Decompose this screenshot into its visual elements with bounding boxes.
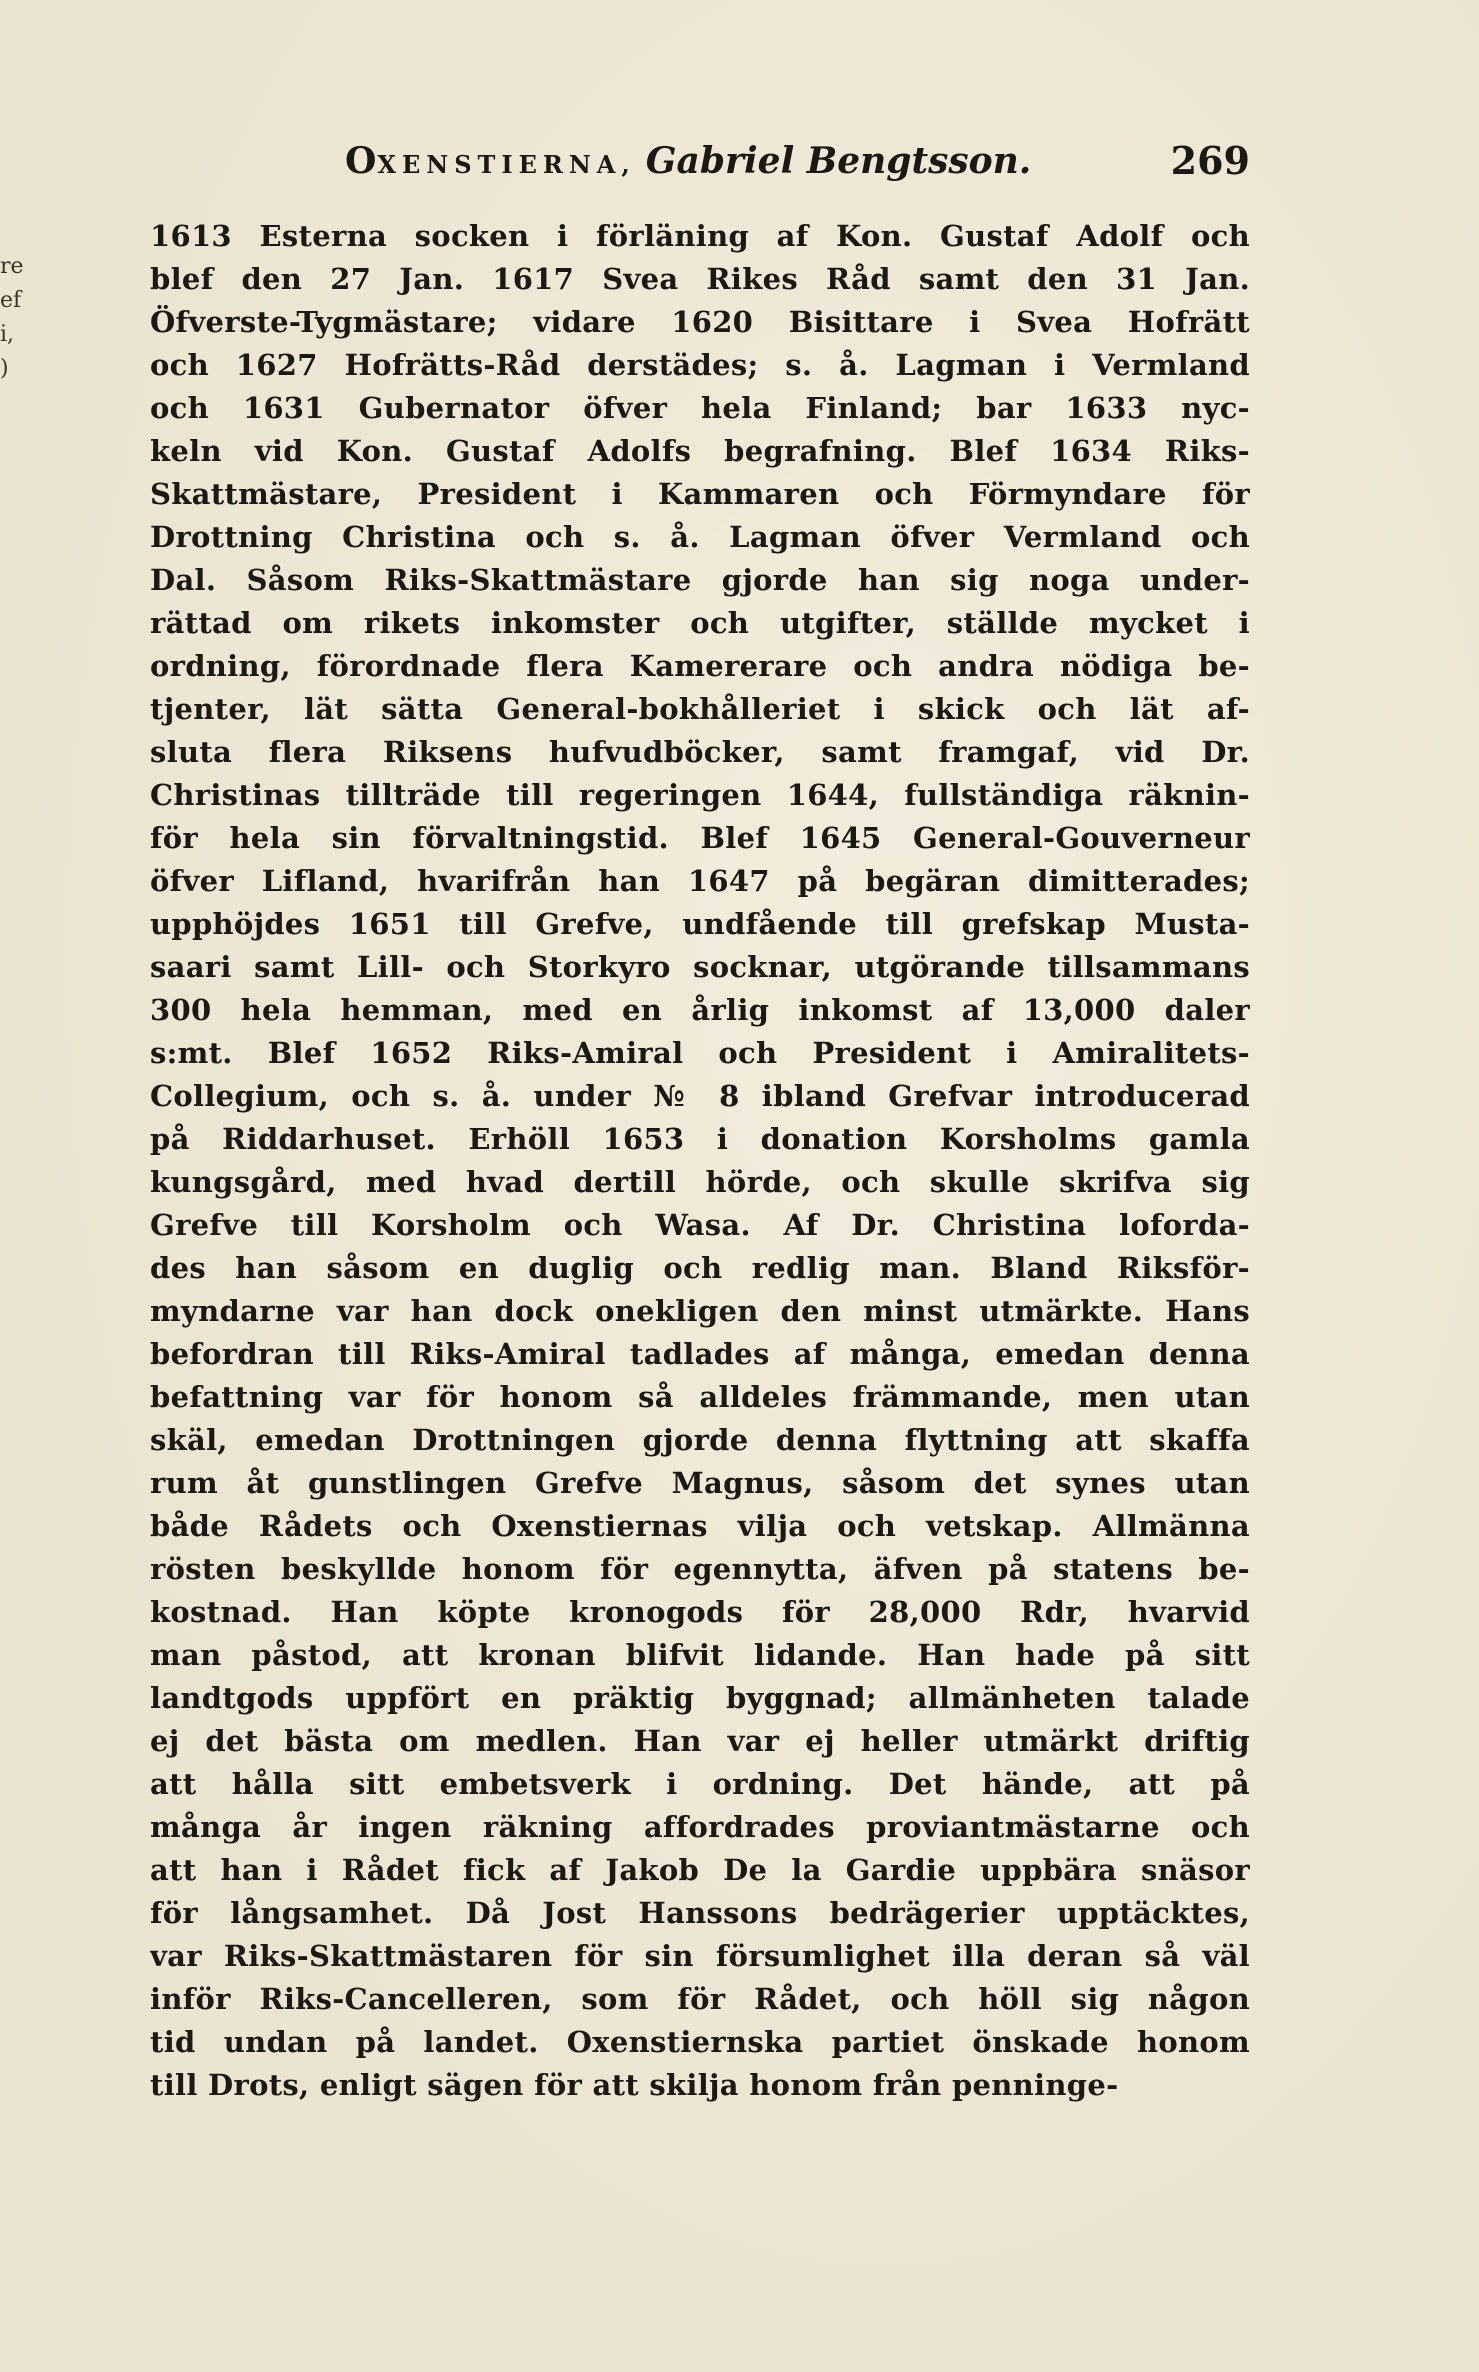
running-head-subject: Gabriel Bengtsson. (645, 140, 1032, 182)
name-initial: O (345, 140, 378, 182)
text-line: upphöjdes 1651 till Grefve, undfående till grefskap Musta- (150, 907, 1250, 941)
text-line: till Drots, enligt sägen för att skilja honom från penninge- (150, 2068, 1119, 2102)
left-margin-bleed (0, 250, 24, 386)
text-line: des han såsom en duglig och redlig man. Bland Riksför- (150, 1251, 1250, 1285)
text-line: man påstod, att kronan blifvit lidande. Han hade på sitt (150, 1638, 1250, 1672)
text-line: sluta flera Riksens hufvudböcker, samt framgaf, vid Dr. (150, 735, 1250, 769)
text-line: kungsgård, med hvad dertill hörde, och skulle skrifva sig (150, 1165, 1250, 1199)
text-line: ej det bästa om medlen. Han var ej heller utmärkt driftig (150, 1724, 1250, 1758)
text-line: rösten beskyllde honom för egennytta, äfven på statens be- (150, 1552, 1250, 1586)
text-line: Drottning Christina och s. å. Lagman öfver Vermland och (150, 520, 1250, 554)
page-number: 269 (1170, 138, 1250, 183)
text-line: rättad om rikets inkomster och utgifter, ställde mycket i (150, 606, 1250, 640)
text-line: Dal. Såsom Riks-Skattmästare gjorde han sig noga under- (150, 563, 1250, 597)
name-rest: XENSTIERNA, (377, 150, 636, 179)
text-line: inför Riks-Cancelleren, som för Rådet, och höll sig någon (150, 1982, 1250, 2016)
text-line: rum åt gunstlingen Grefve Magnus, såsom det synes utan (150, 1466, 1250, 1500)
margin-mark: i, (0, 322, 15, 347)
text-line: Collegium, och s. å. under № 8 ibland Grefvar introducerad (150, 1079, 1250, 1113)
body-text (150, 215, 1250, 2107)
text-line: på Riddarhuset. Erhöll 1653 i donation Korsholms gamla (150, 1122, 1250, 1156)
text-line: keln vid Kon. Gustaf Adolfs begrafning. Blef 1634 Riks- (150, 434, 1250, 468)
text-line: att han i Rådet fick af Jakob De la Gardie uppbära snäsor (150, 1853, 1250, 1887)
text-line: att hålla sitt embetsverk i ordning. Det hände, att på (150, 1767, 1250, 1801)
text-line: Grefve till Korsholm och Wasa. Af Dr. Christina loforda- (150, 1208, 1250, 1242)
margin-mark: ) (0, 356, 9, 381)
text-line: öfver Lifland, hvarifrån han 1647 på begäran dimitterades; (150, 864, 1250, 898)
running-head-title (345, 140, 1031, 182)
text-line: tjenter, lät sätta General-bokhålleriet i skick och lät af- (150, 692, 1250, 726)
text-line: 1613 Esterna socken i förläning af Kon. Gustaf Adolf och (150, 219, 1250, 253)
text-line: och 1627 Hofrätts-Råd derstädes; s. å. Lagman i Vermland (150, 348, 1250, 382)
text-line: s:mt. Blef 1652 Riks-Amiral och President i Amiralitets- (150, 1036, 1250, 1070)
text-line: tid undan på landet. Oxenstiernska partiet önskade honom (150, 2025, 1250, 2059)
text-line: många år ingen räkning affordrades proviantmästarne och (150, 1810, 1250, 1844)
margin-mark: ef (0, 288, 22, 313)
running-head (150, 140, 1250, 192)
text-line: Christinas tillträde till regeringen 1644, fullständiga räknin- (150, 778, 1250, 812)
text-line: för långsamhet. Då Jost Hanssons bedrägerier upptäcktes, (150, 1896, 1250, 1930)
text-line: myndarne var han dock onekligen den minst utmärkte. Hans (150, 1294, 1250, 1328)
text-line: Skattmästare, President i Kammaren och Förmyndare för (150, 477, 1250, 511)
text-line: blef den 27 Jan. 1617 Svea Rikes Råd samt den 31 Jan. (150, 262, 1250, 296)
text-line: kostnad. Han köpte kronogods för 28,000 Rdr, hvarvid (150, 1595, 1250, 1629)
margin-mark: re (0, 254, 24, 279)
text-line: befordran till Riks-Amiral tadlades af många, emedan denna (150, 1337, 1250, 1371)
text-line: och 1631 Gubernator öfver hela Finland; bar 1633 nyc- (150, 391, 1250, 425)
text-line: för hela sin förvaltningstid. Blef 1645 General-Gouverneur (150, 821, 1250, 855)
text-line: ordning, förordnade flera Kamererare och andra nödiga be- (150, 649, 1250, 683)
text-line: saari samt Lill- och Storkyro socknar, utgörande tillsammans (150, 950, 1250, 984)
text-line: befattning var för honom så alldeles främmande, men utan (150, 1380, 1250, 1414)
text-line: landtgods uppfört en präktig byggnad; allmänheten talade (150, 1681, 1250, 1715)
text-line: 300 hela hemman, med en årlig inkomst af 13,000 daler (150, 993, 1250, 1027)
text-line: Öfverste-Tygmästare; vidare 1620 Bisittare i Svea Hofrätt (150, 305, 1250, 339)
text-line: var Riks-Skattmästaren för sin försumlighet illa deran så väl (150, 1939, 1250, 1973)
text-line: både Rådets och Oxenstiernas vilja och vetskap. Allmänna (150, 1509, 1250, 1543)
text-line: skäl, emedan Drottningen gjorde denna flyttning att skaffa (150, 1423, 1250, 1457)
